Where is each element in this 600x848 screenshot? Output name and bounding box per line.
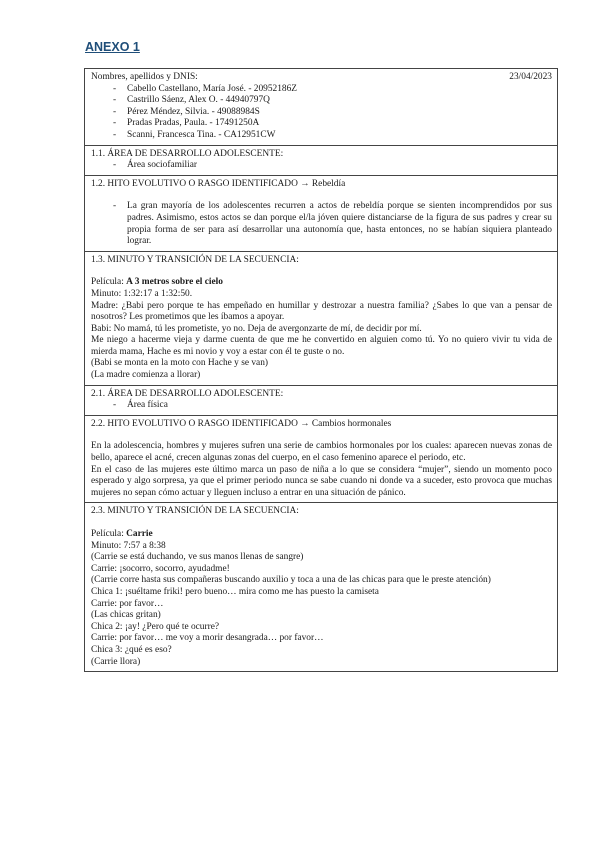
section-2-3-title: 2.3. MINUTO Y TRANSICIÓN DE LA SECUENCIA: [91,506,299,517]
section-1-3-title: 1.3. MINUTO Y TRANSICIÓN DE LA SECUENCIA: [91,254,299,265]
script-line: (Carrie se está duchando, ve sus manos llenas de sangre) [91,552,304,563]
script-line: Chica 1: ¡suéltame friki! pero bueno… mira como me has puesto la camiseta [91,586,379,597]
section-2-1 [85,385,557,415]
member-item: - Pradas Pradas, Paula. - 17491250A [113,118,552,130]
film-line [91,277,552,289]
section-2-2-paragraph: En el caso de las mujeres este último marca un paso de niña a lo que se considera “mujer”, siendo un momento poco esperado y algo sorpresa, ya que el primer periodo nunca se sabe cuando ni donde va a suceder, esto provoca que muchas mujeres no sepan cómo actuar y lleguen incluso a entrar en una situación de pánico. [91,464,552,498]
section-2-1-item: - Área física [113,400,552,412]
film-title: Carrie [126,529,153,539]
script-line: (Carrie corre hasta sus compañeras buscando auxilio y toca a una de las chicas para que le preste atención) [91,575,491,586]
script-line: Chica 3: ¿qué es eso? [91,644,172,655]
section-2-3 [85,502,557,671]
section-1-1 [85,145,557,175]
section-2-1-title: 2.1. ÁREA DE DESARROLLO ADOLESCENTE: [91,388,284,399]
arrow-right-icon: → [300,178,310,189]
section-2-2-paragraph: En la adolescencia, hombres y mujeres sufren una serie de cambios hormonales por los cuales: aparecen nuevas zonas de bello, aparece el acné, crecen algunas zonas del cuerpo, en el caso femenino aparece el periodo, etc. [91,441,552,464]
document-table [84,68,558,672]
section-1-2-title [91,179,552,191]
film-line [91,529,552,541]
arrow-right-icon: → [300,418,310,429]
script-line: Minuto: 7:57 a 8:38 [91,540,166,551]
script-line: (Babi se monta en la moto con Hache y se van) [91,358,269,369]
member-item: - Castrillo Sáenz, Alex O. - 44940797Q [113,95,552,107]
section-2-2-title [91,419,552,431]
script-line: (Las chicas gritan) [91,610,161,621]
script-line: Minuto: 1:32:17 a 1:32:50. [91,288,193,299]
members-list [91,84,552,142]
annex-title: ANEXO 1 [85,40,140,54]
film-label: Película: [91,529,124,539]
member-item: - Scanni, Francesca Tina. - CA12951CW [113,130,552,142]
section-1-1-item: - Área sociofamiliar [113,160,552,172]
section-2-2-title-prefix: 2.2. HITO EVOLUTIVO O RASGO IDENTIFICADO [91,418,298,429]
film-label: Película: [91,277,124,288]
script-line: Chica 2: ¡ay! ¿Pero qué te ocurre? [91,621,220,632]
script-line: Madre: ¿Babi pero porque te has empeñado en humillar y destrozar a nuestra familia? ¿Sabes lo que van a pensar de nosotros? Les prometimos que les íbamos a apoyar. [91,300,552,323]
script-line: Babi: No mamá, tú les prometiste, yo no. Deja de avergonzarte de mí, de decidir por mí. [91,323,422,334]
film-title: A 3 metros sobre el cielo [126,277,223,288]
document-date: 23/04/2023 [509,72,552,82]
section-1-1-title: 1.1. ÁREA DE DESARROLLO ADOLESCENTE: [91,148,284,159]
script-line: Carrie: por favor… me voy a morir desangrada… por favor… [91,633,324,644]
script-line: Me niego a hacerme vieja y darme cuenta de que me he convertido en alguien como tú. Yo no quiero vivir tu vida de mierda mama, Hache es mi novio y voy a estar con él te guste o no. [91,335,552,357]
members-label: Nombres, apellidos y DNIS: [91,72,198,82]
section-1-2 [85,175,557,251]
script-line: Carrie: por favor… [91,598,164,609]
section-1-3 [85,251,557,385]
section-2-2-title-value: Cambios hormonales [311,418,392,429]
member-item: - Pérez Méndez, Silvia. - 49088984S [113,107,552,119]
members-cell [85,69,557,145]
section-1-2-title-prefix: 1.2. HITO EVOLUTIVO O RASGO IDENTIFICADO [91,178,298,189]
section-1-2-paragraph: - La gran mayoría de los adolescentes recurren a actos de rebeldía porque se sienten incomprendidos por sus padres. Asimismo, estos actos se dan porque el/la jóven quiere distanciarse de la figura de sus padres y crear su propia forma de ser para así desarrollar una autonomía que, hasta entonces, no se habían siquiera planteado lograr. [113,201,552,247]
section-2-2 [85,415,557,503]
member-item: - Cabello Castellano, María José. - 20952186Z [113,84,552,96]
script-line: (La madre comienza a llorar) [91,370,201,381]
section-1-2-title-value: Rebeldía [311,178,346,189]
script-line: Carrie: ¡socorro, socorro, ayudadme! [91,563,230,574]
script-line: (Carrie llora) [91,656,141,667]
